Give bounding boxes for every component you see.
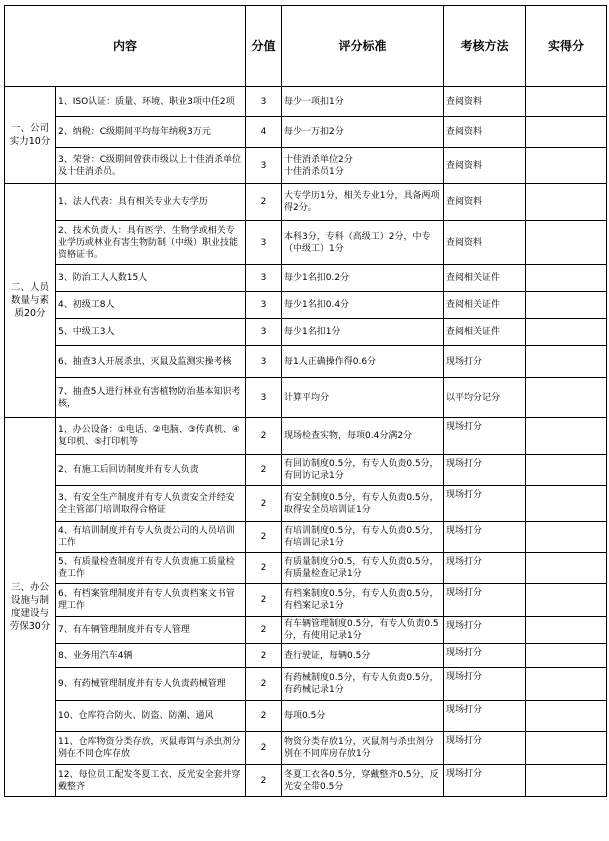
score-cell: 2 bbox=[246, 644, 282, 668]
actual-score-cell[interactable] bbox=[526, 87, 607, 117]
category-cell: 二、人员数量与素质20分 bbox=[5, 184, 56, 418]
table-row bbox=[5, 117, 607, 148]
score-cell: 3 bbox=[246, 378, 282, 418]
actual-score-cell[interactable] bbox=[526, 765, 607, 797]
actual-score-cell[interactable] bbox=[526, 455, 607, 486]
criteria-cell: 本科3分，专科（高级工）2分，中专（中级工）1分 bbox=[282, 221, 444, 265]
table-row bbox=[5, 292, 607, 319]
criteria-cell: 每少1名扣0.4分 bbox=[282, 292, 444, 319]
criteria-cell: 每少一项扣1分 bbox=[282, 87, 444, 117]
actual-score-cell[interactable] bbox=[526, 668, 607, 701]
score-cell: 3 bbox=[246, 148, 282, 184]
table-row bbox=[5, 732, 607, 765]
criteria-cell: 查行驶证，每辆0.5分 bbox=[282, 644, 444, 668]
content-cell: 12、每位员工配发冬夏工衣、反光安全套并穿戴整齐 bbox=[56, 765, 246, 797]
content-cell: 11、仓库物资分类存放，灭鼠毒饵与杀虫剂分别在不同仓库存放 bbox=[56, 732, 246, 765]
actual-score-cell[interactable] bbox=[526, 117, 607, 148]
actual-score-cell[interactable] bbox=[526, 522, 607, 553]
table-row bbox=[5, 644, 607, 668]
criteria-cell: 有回访制度0.5分，有专人负责0.5分，有回访记录1分 bbox=[282, 455, 444, 486]
score-cell: 2 bbox=[246, 617, 282, 644]
table-row bbox=[5, 455, 607, 486]
content-cell: 2、有施工后回访制度并有专人负责 bbox=[56, 455, 246, 486]
content-cell: 7、有车辆管理制度并有专人管理 bbox=[56, 617, 246, 644]
criteria-cell: 有培训制度0.5分，有专人负责0.5分，有培训记录1分 bbox=[282, 522, 444, 553]
method-cell: 现场打分 bbox=[444, 553, 526, 584]
score-cell: 2 bbox=[246, 765, 282, 797]
table-row bbox=[5, 378, 607, 418]
score-cell: 2 bbox=[246, 553, 282, 584]
table-row bbox=[5, 584, 607, 617]
method-cell: 查阅资料 bbox=[444, 117, 526, 148]
header-method: 考核方法 bbox=[444, 6, 526, 87]
actual-score-cell[interactable] bbox=[526, 732, 607, 765]
score-cell: 2 bbox=[246, 584, 282, 617]
method-cell: 现场打分 bbox=[444, 732, 526, 765]
actual-score-cell[interactable] bbox=[526, 265, 607, 292]
method-cell: 查阅相关证件 bbox=[444, 265, 526, 292]
table-row bbox=[5, 265, 607, 292]
criteria-cell: 冬夏工衣各0.5分，穿戴整齐0.5分，反光安全带0.5分 bbox=[282, 765, 444, 797]
content-cell: 8、业务用汽车4辆 bbox=[56, 644, 246, 668]
table-row bbox=[5, 765, 607, 797]
table-row bbox=[5, 319, 607, 346]
score-cell: 2 bbox=[246, 486, 282, 522]
criteria-cell: 有安全制度0.5分，有专人负责0.5分，取得安全员培训证1分 bbox=[282, 486, 444, 522]
criteria-cell: 有质量制度分0.5，有专人负责0.5分，有质量检查记录1分 bbox=[282, 553, 444, 584]
method-cell: 现场打分 bbox=[444, 617, 526, 644]
actual-score-cell[interactable] bbox=[526, 584, 607, 617]
content-cell: 1、办公设备：①电话、②电脑、③传真机、④复印机、⑤打印机等 bbox=[56, 418, 246, 455]
criteria-cell: 现场检查实物，每项0.4分满2分 bbox=[282, 418, 444, 455]
content-cell: 5、有质量检查制度并有专人负责施工质量检查工作 bbox=[56, 553, 246, 584]
header-criteria: 评分标准 bbox=[282, 6, 444, 87]
criteria-cell: 物资分类存放1分，灭鼠剂与杀虫剂分别在不同库房存放1分 bbox=[282, 732, 444, 765]
method-cell: 以平均分记分 bbox=[444, 378, 526, 418]
criteria-cell: 有药械制度0.5分，有专人负责0.5分，有药械记录1分 bbox=[282, 668, 444, 701]
method-cell: 查阅相关证件 bbox=[444, 319, 526, 346]
header-score: 分值 bbox=[246, 6, 282, 87]
table-row bbox=[5, 486, 607, 522]
actual-score-cell[interactable] bbox=[526, 292, 607, 319]
score-cell: 3 bbox=[246, 87, 282, 117]
criteria-cell: 每少1名扣0.2分 bbox=[282, 265, 444, 292]
content-cell: 4、初级工8人 bbox=[56, 292, 246, 319]
method-cell: 查阅资料 bbox=[444, 184, 526, 221]
table-row bbox=[5, 346, 607, 378]
method-cell: 查阅资料 bbox=[444, 148, 526, 184]
content-cell: 3、荣誉：C级期间曾获市级以上十佳消杀单位及十佳消杀员。 bbox=[56, 148, 246, 184]
category-cell: 一、公司实力10分 bbox=[5, 87, 56, 184]
method-cell: 查阅资料 bbox=[444, 221, 526, 265]
assessment-table bbox=[4, 5, 607, 797]
criteria-cell: 计算平均分 bbox=[282, 378, 444, 418]
criteria-cell: 每少1名扣1分 bbox=[282, 319, 444, 346]
content-cell: 9、有药械管理制度并有专人负责药械管理 bbox=[56, 668, 246, 701]
score-cell: 2 bbox=[246, 732, 282, 765]
table-row bbox=[5, 553, 607, 584]
method-cell: 现场打分 bbox=[444, 522, 526, 553]
table-row bbox=[5, 184, 607, 221]
header-content: 内容 bbox=[5, 6, 246, 87]
content-cell: 3、防治工人人数15人 bbox=[56, 265, 246, 292]
table-row bbox=[5, 221, 607, 265]
content-cell: 7、抽查5人进行林业有害植物防治基本知识考核， bbox=[56, 378, 246, 418]
table-row bbox=[5, 617, 607, 644]
content-cell: 10、仓库符合防火、防盗、防潮、通风 bbox=[56, 701, 246, 732]
content-cell: 6、有档案管理制度并有专人负责档案文书管理工作 bbox=[56, 584, 246, 617]
table-row bbox=[5, 668, 607, 701]
criteria-cell: 每1人正确操作得0.6分 bbox=[282, 346, 444, 378]
actual-score-cell[interactable] bbox=[526, 148, 607, 184]
table-row bbox=[5, 522, 607, 553]
method-cell: 现场打分 bbox=[444, 701, 526, 732]
method-cell: 查阅相关证件 bbox=[444, 292, 526, 319]
method-cell: 现场打分 bbox=[444, 346, 526, 378]
criteria-cell: 有车辆管理制度0.5分，有专人负责0.5分，有使用记录1分 bbox=[282, 617, 444, 644]
actual-score-cell[interactable] bbox=[526, 644, 607, 668]
content-cell: 3、有安全生产制度并有专人负责安全并经安全主管部门培训取得合格证 bbox=[56, 486, 246, 522]
score-cell: 2 bbox=[246, 418, 282, 455]
header-row bbox=[5, 6, 607, 87]
score-cell: 3 bbox=[246, 265, 282, 292]
actual-score-cell[interactable] bbox=[526, 553, 607, 584]
score-cell: 2 bbox=[246, 522, 282, 553]
method-cell: 现场打分 bbox=[444, 644, 526, 668]
actual-score-cell[interactable] bbox=[526, 346, 607, 378]
method-cell: 现场打分 bbox=[444, 418, 526, 455]
criteria-cell: 每项0.5分 bbox=[282, 701, 444, 732]
score-cell: 4 bbox=[246, 117, 282, 148]
method-cell: 查阅资料 bbox=[444, 87, 526, 117]
category-cell: 三、办公设施与制度建设与劳保30分 bbox=[5, 418, 56, 797]
method-cell: 现场打分 bbox=[444, 455, 526, 486]
criteria-cell: 有档案制度0.5分，有专人负责0.5分，有档案记录1分 bbox=[282, 584, 444, 617]
content-cell: 4、有培训制度并有专人负责公司的人员培训工作 bbox=[56, 522, 246, 553]
score-cell: 3 bbox=[246, 292, 282, 319]
content-cell: 1、法人代表：具有相关专业大专学历 bbox=[56, 184, 246, 221]
actual-score-cell[interactable] bbox=[526, 378, 607, 418]
criteria-cell: 十佳消杀单位2分 十佳消杀员1分 bbox=[282, 148, 444, 184]
actual-score-cell[interactable] bbox=[526, 617, 607, 644]
content-cell: 5、中级工3人 bbox=[56, 319, 246, 346]
score-cell: 2 bbox=[246, 701, 282, 732]
content-cell: 1、ISO认证：质量、环境、职业3项中任2项 bbox=[56, 87, 246, 117]
table-row bbox=[5, 148, 607, 184]
actual-score-cell[interactable] bbox=[526, 418, 607, 455]
actual-score-cell[interactable] bbox=[526, 319, 607, 346]
score-cell: 2 bbox=[246, 668, 282, 701]
criteria-cell: 每少一万扣2分 bbox=[282, 117, 444, 148]
actual-score-cell[interactable] bbox=[526, 221, 607, 265]
method-cell: 现场打分 bbox=[444, 765, 526, 797]
content-cell: 6、抽查3人开展杀虫、灭鼠及监测实操考核 bbox=[56, 346, 246, 378]
actual-score-cell[interactable] bbox=[526, 486, 607, 522]
actual-score-cell[interactable] bbox=[526, 701, 607, 732]
score-cell: 3 bbox=[246, 221, 282, 265]
table-row bbox=[5, 418, 607, 455]
method-cell: 现场打分 bbox=[444, 668, 526, 701]
score-cell: 2 bbox=[246, 455, 282, 486]
score-cell: 2 bbox=[246, 184, 282, 221]
method-cell: 现场打分 bbox=[444, 584, 526, 617]
content-cell: 2、技术负责人：具有医学、生物学或相关专业学历或林业有害生物防制（中级）职业技能资格证书。 bbox=[56, 221, 246, 265]
actual-score-cell[interactable] bbox=[526, 184, 607, 221]
score-cell: 3 bbox=[246, 346, 282, 378]
method-cell: 现场打分 bbox=[444, 486, 526, 522]
table-row bbox=[5, 87, 607, 117]
criteria-cell: 大专学历1分，相关专业1分，具备两项得2分。 bbox=[282, 184, 444, 221]
score-cell: 3 bbox=[246, 319, 282, 346]
header-actual: 实得分 bbox=[526, 6, 607, 87]
content-cell: 2、纳税：C级期间平均每年纳税3万元 bbox=[56, 117, 246, 148]
table-row bbox=[5, 701, 607, 732]
